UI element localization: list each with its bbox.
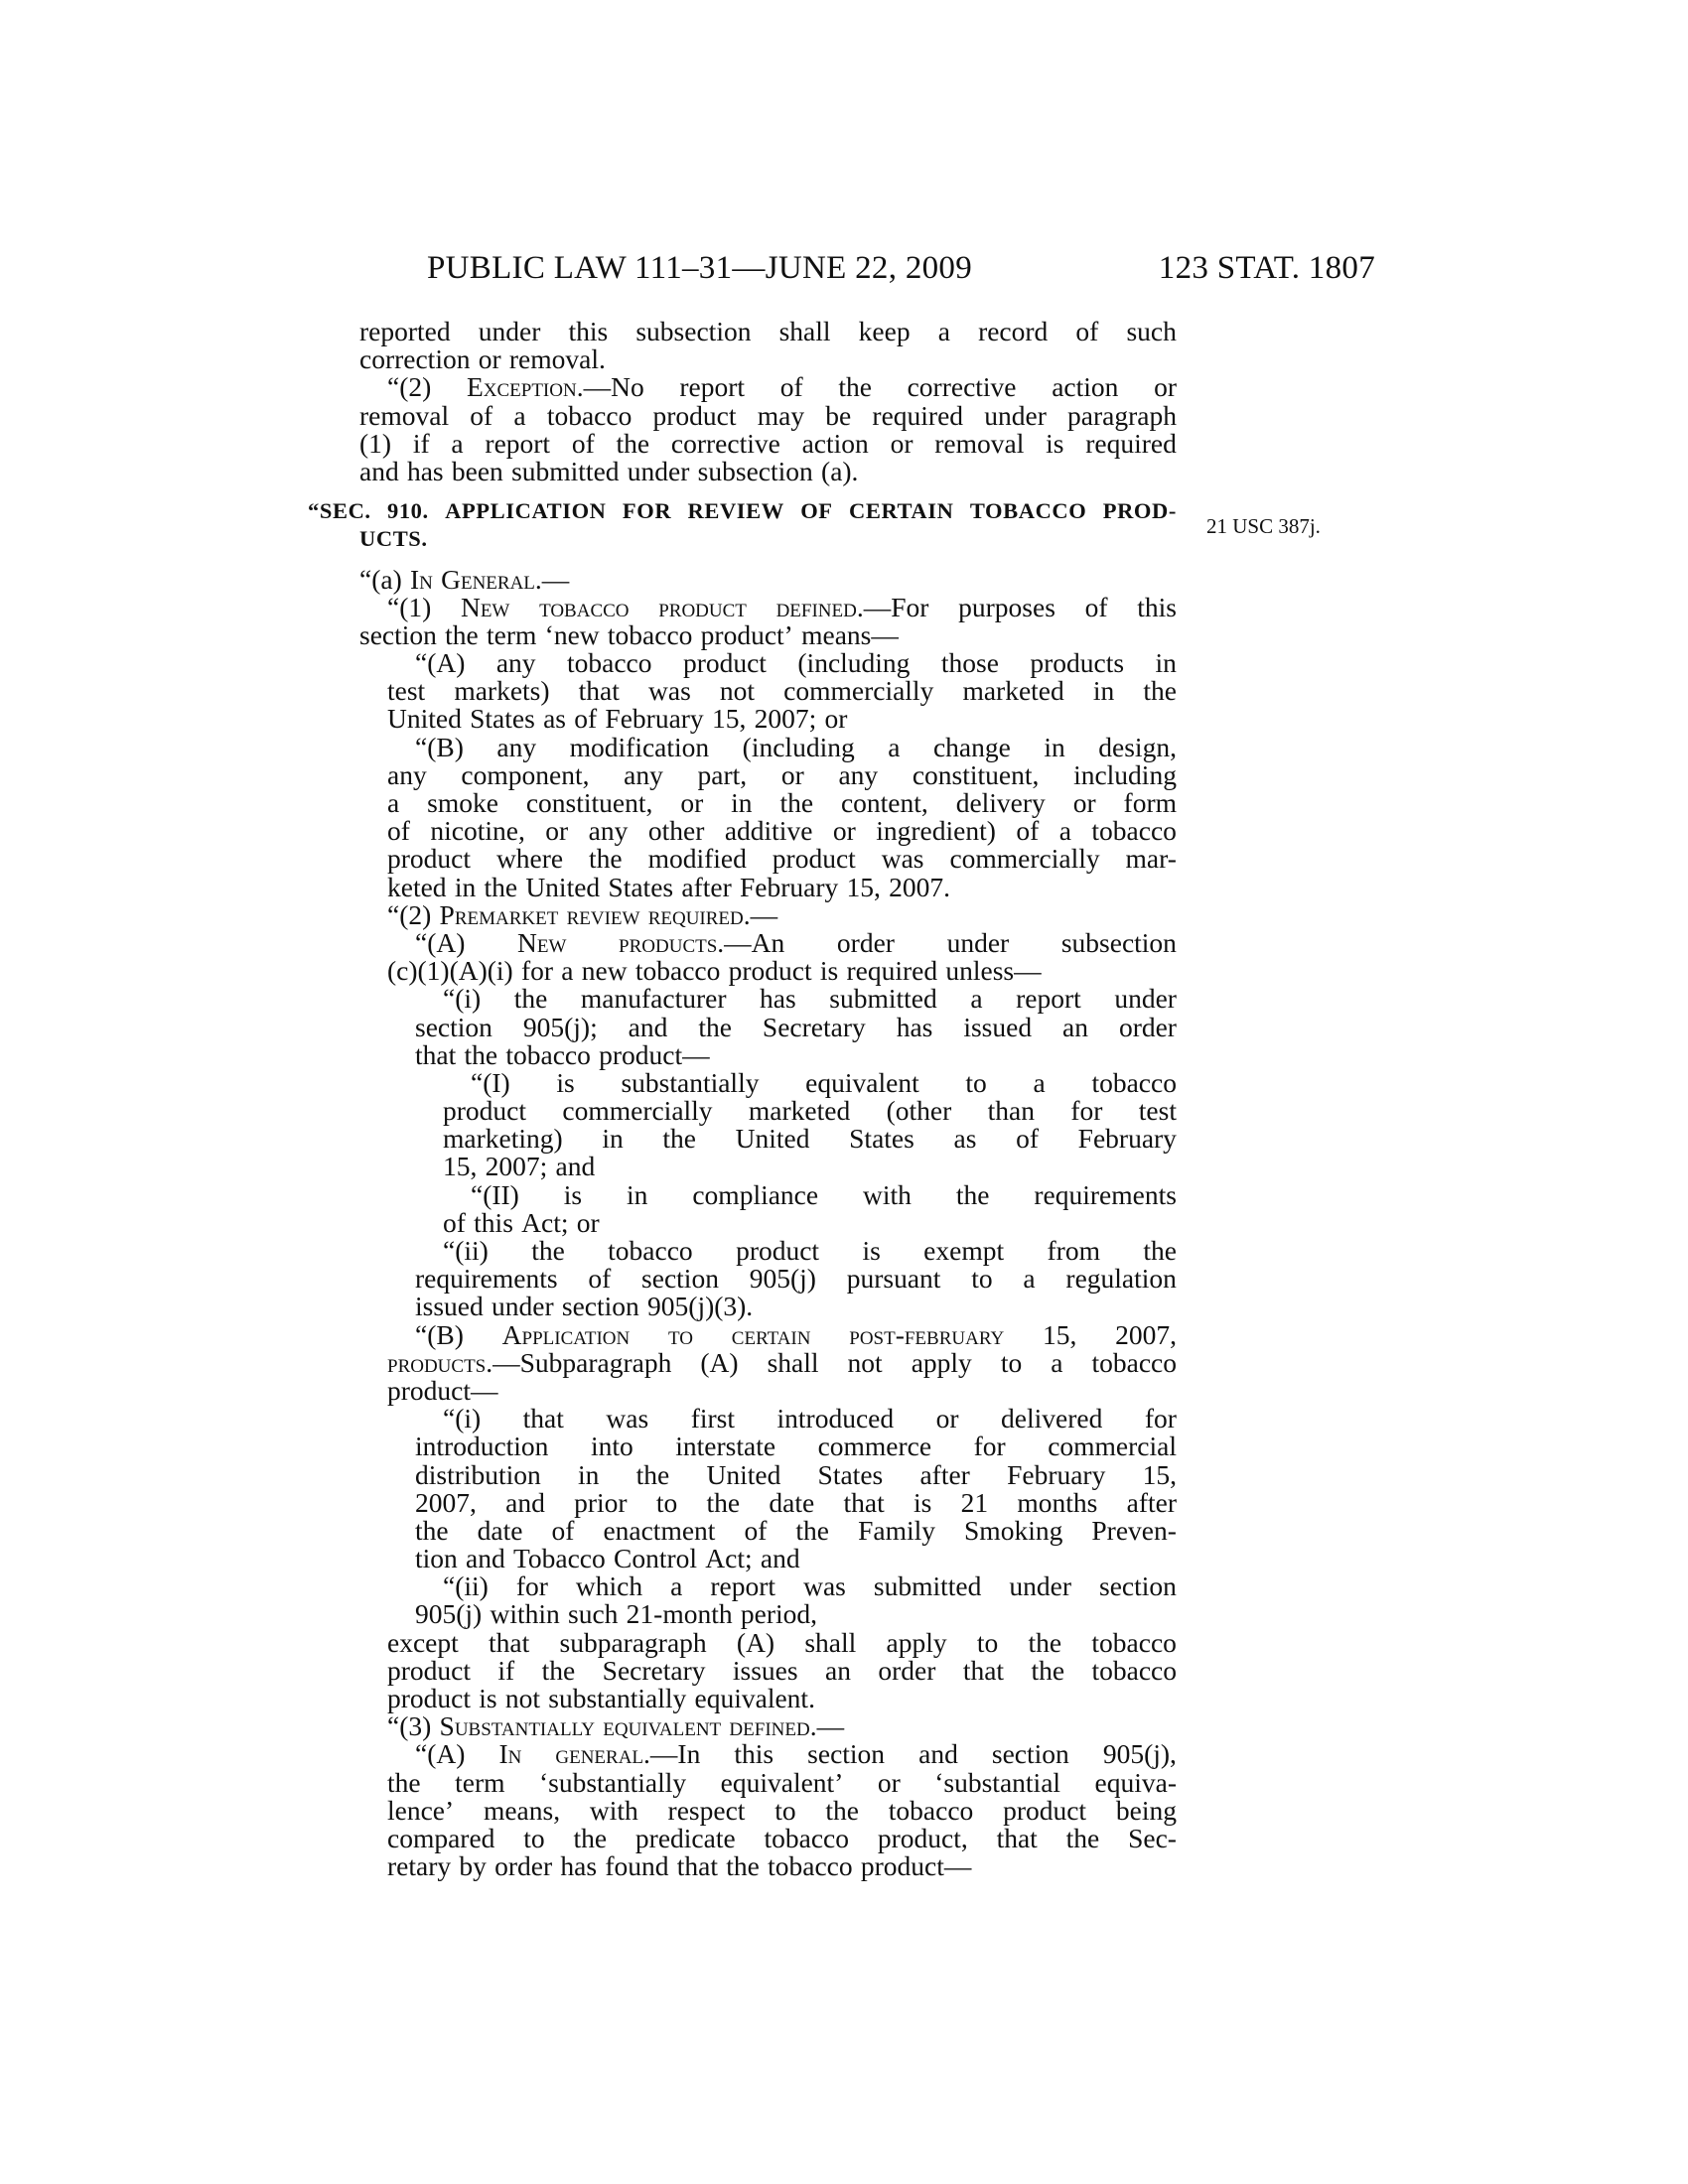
- text-line: the date of enactment of the Family Smoking Preven-: [415, 1514, 1177, 1546]
- text-line: removal of a tobacco product may be required under paragraph: [359, 399, 1177, 431]
- text-line: tion and Tobacco Control Act; and: [415, 1543, 800, 1574]
- paragraph-2: [359, 898, 1177, 930]
- running-head: [427, 250, 1375, 290]
- text-line: (1) if a report of the corrective action or removal is required: [359, 427, 1177, 459]
- text-line: keted in the United States after February 15, 2007.: [387, 871, 951, 902]
- text-line: products.—Subparagraph (A) shall not apply to a tobacco: [387, 1346, 1177, 1378]
- text-line: and has been submitted under subsection (a).: [359, 455, 859, 486]
- text-line: product—: [387, 1374, 498, 1406]
- text-line: requirements of section 905(j) pursuant to a regulation: [415, 1263, 1177, 1295]
- subsection-a: [359, 563, 1177, 595]
- text-line: “(1) New tobacco product defined.—For purposes of this: [387, 591, 1177, 622]
- text-line: “(B) Application to certain post-february 15, 2007,: [415, 1318, 1177, 1350]
- text-line: distribution in the United States after February 15,: [415, 1458, 1177, 1490]
- text-line: United States as of February 15, 2007; or: [387, 703, 848, 735]
- text-line: “(a) In General.—: [359, 563, 570, 595]
- running-head-title: PUBLIC LAW 111–31—JUNE 22, 2009: [427, 250, 973, 286]
- text-line: “(3) Substantially equivalent defined.—: [387, 1710, 845, 1742]
- text-line: product is not substantially equivalent.: [387, 1683, 815, 1713]
- text-line: introduction into interstate commerce for commercial: [415, 1431, 1177, 1462]
- text-line: a smoke constituent, or in the content, delivery or form: [387, 787, 1177, 818]
- text-line: compared to the predicate tobacco product, that the Sec-: [387, 1822, 1177, 1853]
- text-line: any component, any part, or any constituent, including: [387, 758, 1177, 790]
- text-line: “(A) New products.—An order under subsection: [415, 926, 1177, 958]
- text-line: except that subparagraph (A) shall apply to the tobacco: [387, 1626, 1177, 1658]
- text-line: retary by order has found that the tobacco product—: [387, 1850, 972, 1882]
- text-line: “(i) the manufacturer has submitted a report under: [443, 983, 1177, 1015]
- text-line: “(ii) for which a report was submitted under section: [443, 1570, 1177, 1602]
- usc-margin-note: 21 USC 387j.: [1206, 514, 1321, 538]
- text-line: “(2) Exception.—No report of the corrective action or: [387, 371, 1177, 403]
- text-line: section the term ‘new tobacco product’ means—: [359, 618, 899, 650]
- text-line: 15, 2007; and: [443, 1151, 596, 1182]
- clause-2A-ii: [359, 1237, 1177, 1321]
- text-line: “(2) Premarket review required.—: [387, 898, 778, 930]
- text-line: of this Act; or: [443, 1206, 600, 1238]
- text-line: reported under this subsection shall keep a record of such: [359, 316, 1177, 346]
- text-line: “(I) is substantially equivalent to a tobacco: [471, 1066, 1177, 1098]
- text-line: product where the modified product was commercially mar-: [387, 843, 1177, 875]
- text-line: “SEC. 910. APPLICATION FOR REVIEW OF CERTAIN TOBACCO PROD-: [308, 498, 1177, 524]
- text-line: “(ii) the tobacco product is exempt from the: [443, 1235, 1177, 1266]
- text-line: lence’ means, with respect to the tobacco product being: [387, 1794, 1177, 1826]
- text-line: “(II) is in compliance with the requirements: [471, 1178, 1177, 1210]
- subparagraph-2B: [359, 1318, 1177, 1406]
- text-line: test markets) that was not commercially marketed in the: [387, 675, 1177, 707]
- paragraph-3: [359, 1712, 1177, 1740]
- text-line: UCTS.: [359, 526, 428, 552]
- text-line: issued under section 905(j)(3).: [415, 1291, 754, 1322]
- paragraph-1: [359, 591, 1177, 650]
- subparagraph-1A: [359, 649, 1177, 734]
- text-line: section 905(j); and the Secretary has issued an order: [415, 1011, 1177, 1042]
- page-number: 123 STAT. 1807: [1158, 250, 1375, 286]
- clause-2B-ii: [359, 1572, 1177, 1628]
- subclause-II: [359, 1178, 1177, 1238]
- clause-2A-i: [359, 985, 1177, 1069]
- text-line: product commercially marketed (other than for test: [443, 1095, 1177, 1127]
- text-line: that the tobacco product—: [415, 1038, 710, 1070]
- text-line: “(i) that was first introduced or delivered for: [443, 1403, 1177, 1434]
- subparagraph-2A: [359, 926, 1177, 987]
- text-line: correction or removal.: [359, 343, 606, 375]
- subclause-I: [359, 1066, 1177, 1182]
- text-line: “(B) any modification (including a change in design,: [415, 731, 1177, 762]
- text-line: (c)(1)(A)(i) for a new tobacco product is required unless—: [387, 955, 1042, 987]
- subparagraph-1B: [359, 731, 1177, 902]
- text-line: “(A) In general.—In this section and section 905(j),: [415, 1738, 1177, 1770]
- except-clause: [359, 1626, 1177, 1713]
- text-line: 905(j) within such 21-month period,: [415, 1598, 818, 1630]
- text-line: 2007, and prior to the date that is 21 months after: [415, 1486, 1177, 1518]
- subparagraph-3A: [359, 1740, 1177, 1880]
- exception-paragraph: [359, 373, 1177, 485]
- document-body: [308, 316, 1177, 1882]
- text-line: “(A) any tobacco product (including those products in: [415, 647, 1177, 679]
- text-line: marketing) in the United States as of February: [443, 1123, 1177, 1155]
- section-heading: [308, 497, 1177, 553]
- text-line: the term ‘substantially equivalent’ or ‘substantial equiva-: [387, 1766, 1177, 1798]
- clause-2B-i: [359, 1405, 1177, 1572]
- text-line: of nicotine, or any other additive or ingredient) of a tobacco: [387, 815, 1177, 847]
- continued-paragraph: [359, 318, 1177, 373]
- text-line: product if the Secretary issues an order that the tobacco: [387, 1654, 1177, 1686]
